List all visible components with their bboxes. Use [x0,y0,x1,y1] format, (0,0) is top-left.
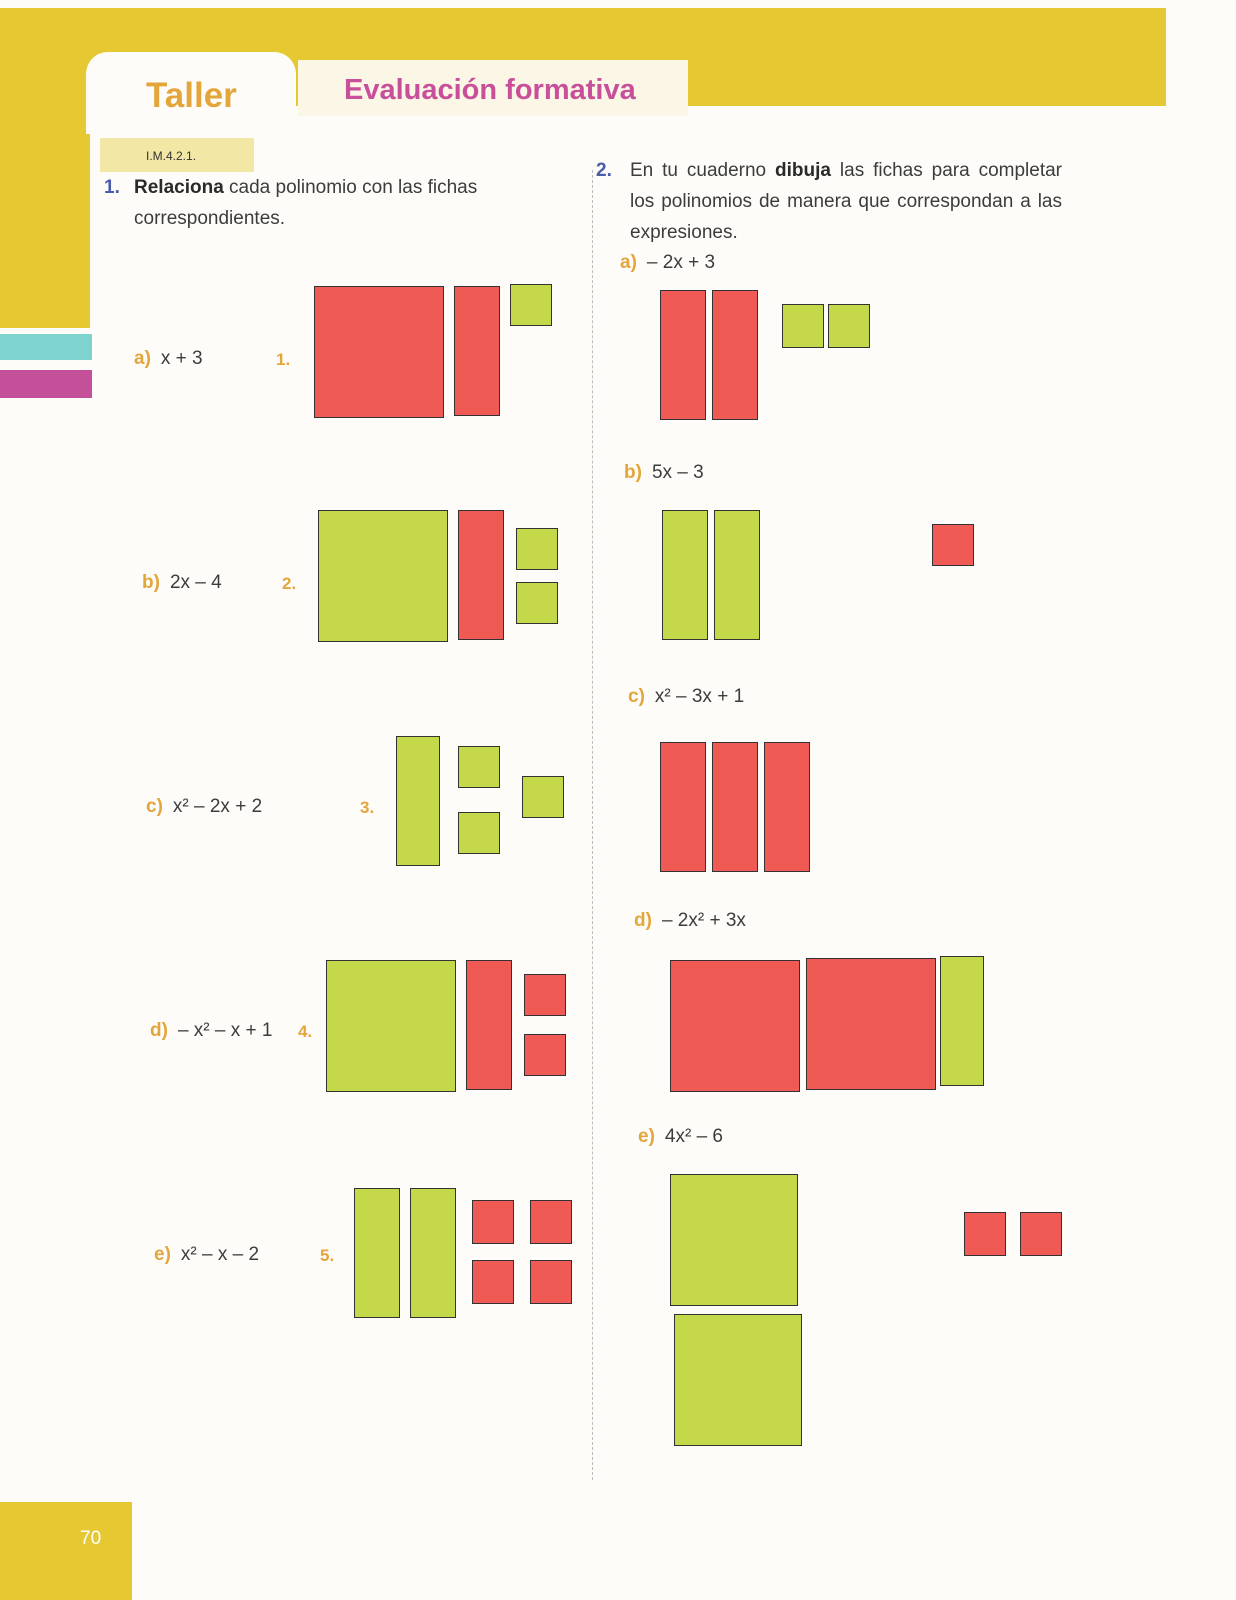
instruction-verb: Relaciona [134,177,224,198]
x-squared-tile-negative [670,960,800,1092]
tile-set-number: 2. [282,574,297,593]
x-tile-negative [712,742,758,872]
x-tile-negative [466,960,512,1090]
unit-tile-positive [458,746,500,788]
unit-tile-negative [524,1034,566,1076]
unit-tile-negative [472,1260,514,1304]
x-tile-negative [454,286,500,416]
magenta-side-tab [0,370,92,398]
unit-tile-positive [522,776,564,818]
question-number: 1. [104,177,120,198]
unit-tile-positive [782,304,824,348]
unit-tile-negative [932,524,974,566]
x-squared-tile-positive [318,510,448,642]
q1-item-c: c) x² – 2x + 2 [146,796,263,817]
question-number: 2. [596,160,612,181]
x-tile-positive [714,510,760,640]
q1-item-e: e) x² – x – 2 [154,1244,260,1265]
q2-item-e: e) 4x² – 6 [638,1126,723,1147]
x-tile-negative [660,290,706,420]
page-subtitle: Evaluación formativa [344,74,636,106]
unit-tile-negative [530,1260,572,1304]
x-tile-positive [662,510,708,640]
unit-tile-negative [524,974,566,1016]
teal-side-tab [0,334,92,360]
instruction-verb: dibuja [775,160,831,181]
q2-item-a: a) – 2x + 3 [620,252,716,273]
x-squared-tile-negative [806,958,936,1090]
x-tile-negative [764,742,810,872]
page-number: 70 [80,1528,102,1549]
unit-tile-positive [516,528,558,570]
x-tile-negative [712,290,758,420]
x-tile-positive [410,1188,456,1318]
unit-tile-negative [964,1212,1006,1256]
x-tile-positive [940,956,984,1086]
unit-tile-negative [472,1200,514,1244]
instruction-text: cada polinomio con las fichas correspondientes. [134,177,478,229]
column-divider [592,170,593,1480]
x-tile-negative [458,510,504,640]
left-color-band [0,8,90,328]
x-squared-tile-positive [670,1174,798,1306]
x-squared-tile-negative [314,286,444,418]
x-tile-positive [396,736,440,866]
unit-tile-positive [458,812,500,854]
q2-item-b: b) 5x – 3 [624,462,704,483]
tile-set-number: 1. [276,350,291,369]
instruction-text: las fichas para completar los polinomios de manera que correspondan a las expresiones. [630,160,1062,243]
unit-tile-positive [828,304,870,348]
tile-set-number: 5. [320,1246,335,1265]
x-tile-positive [354,1188,400,1318]
tile-set-number: 4. [298,1022,313,1041]
question-2 [596,155,1066,243]
q2-item-c: c) x² – 3x + 1 [628,686,745,707]
unit-tile-positive [516,582,558,624]
question-1 [104,172,574,229]
indicator-code: I.M.4.2.1. [146,149,197,163]
instruction-text: En tu cuaderno [630,160,776,181]
unit-tile-positive [510,284,552,326]
q1-item-d: d) – x² – x + 1 [150,1020,273,1041]
x-tile-negative [660,742,706,872]
unit-tile-negative [1020,1212,1062,1256]
x-squared-tile-positive [674,1314,802,1446]
q1-item-b: b) 2x – 4 [142,572,222,593]
q1-item-a: a) x + 3 [134,348,203,369]
page-number-box [0,1502,132,1600]
x-squared-tile-positive [326,960,456,1092]
tile-set-number: 3. [360,798,375,817]
unit-tile-negative [530,1200,572,1244]
q2-item-d: d) – 2x² + 3x [634,910,746,931]
section-title: Taller [146,76,237,115]
